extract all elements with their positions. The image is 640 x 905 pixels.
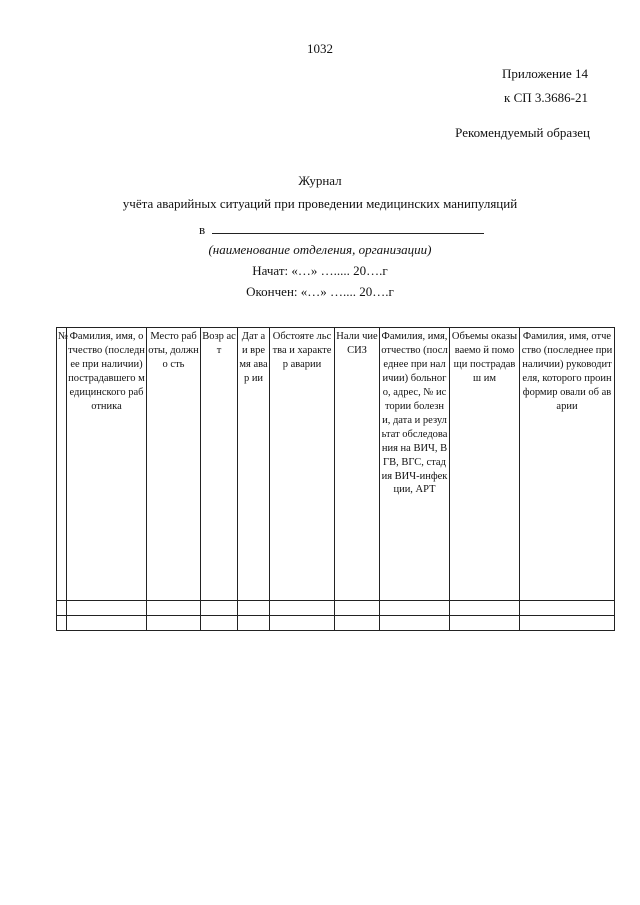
column-header: Объемы оказываемо й помощи пострадавш им <box>450 328 520 601</box>
table-cell[interactable] <box>520 616 615 631</box>
table-cell[interactable] <box>450 601 520 616</box>
column-header: Место работы, должно сть <box>147 328 201 601</box>
column-header: № <box>57 328 67 601</box>
org-caption: (наименование отделения, организации) <box>208 242 432 257</box>
table-cell[interactable] <box>520 601 615 616</box>
sample-label: Рекомендуемый образец <box>455 125 590 140</box>
table-cell[interactable] <box>450 616 520 631</box>
org-prefix: в <box>199 222 206 237</box>
table-cell[interactable] <box>147 616 201 631</box>
column-header: Фамилия, имя, отчество (последнее при наличии) пострадавшего медицинского работника <box>67 328 147 601</box>
started-date: Начат: «…» …..... 20….г <box>252 263 388 278</box>
table-cell[interactable] <box>67 601 147 616</box>
table-row <box>57 616 615 631</box>
column-header: Фамилия, имя, отчество (последнее при наличии) руководителя, которого проинформир овали об аварии <box>520 328 615 601</box>
document-title: Журнал <box>298 173 342 188</box>
table-cell[interactable] <box>270 601 335 616</box>
appendix-label: Приложение 14 <box>501 66 588 81</box>
table-cell[interactable] <box>57 616 67 631</box>
column-header: Обстояте льства и характер аварии <box>270 328 335 601</box>
column-header: Нали чие СИЗ <box>335 328 380 601</box>
column-header: Фамилия, имя, отчество (последнее при наличии) больного, адрес, № истории болезни, дата и результат обследова ния на ВИЧ, ВГВ, ВГС, стадия ВИЧ-инфекции, АРТ <box>380 328 450 601</box>
column-header: Возр аст <box>201 328 238 601</box>
journal-table <box>56 327 615 631</box>
appendix-reference: к СП 3.3686-21 <box>504 90 588 105</box>
table-cell[interactable] <box>67 616 147 631</box>
org-fill-line <box>212 233 484 234</box>
table-cell[interactable] <box>380 616 450 631</box>
table-cell[interactable] <box>147 601 201 616</box>
page-number: 1032 <box>307 41 333 56</box>
ended-date: Окончен: «…» ….... 20….г <box>246 284 394 299</box>
table-cell[interactable] <box>238 616 270 631</box>
table-cell[interactable] <box>201 601 238 616</box>
table-cell[interactable] <box>201 616 238 631</box>
table-cell[interactable] <box>270 616 335 631</box>
table-cell[interactable] <box>335 616 380 631</box>
table-cell[interactable] <box>380 601 450 616</box>
table-cell[interactable] <box>57 601 67 616</box>
table-cell[interactable] <box>238 601 270 616</box>
table-header-row <box>57 328 615 601</box>
table-cell[interactable] <box>335 601 380 616</box>
table-row <box>57 601 615 616</box>
column-header: Дат а и вре мя авар ии <box>238 328 270 601</box>
document-subtitle: учёта аварийных ситуаций при проведении медицинских манипуляций <box>122 196 518 211</box>
